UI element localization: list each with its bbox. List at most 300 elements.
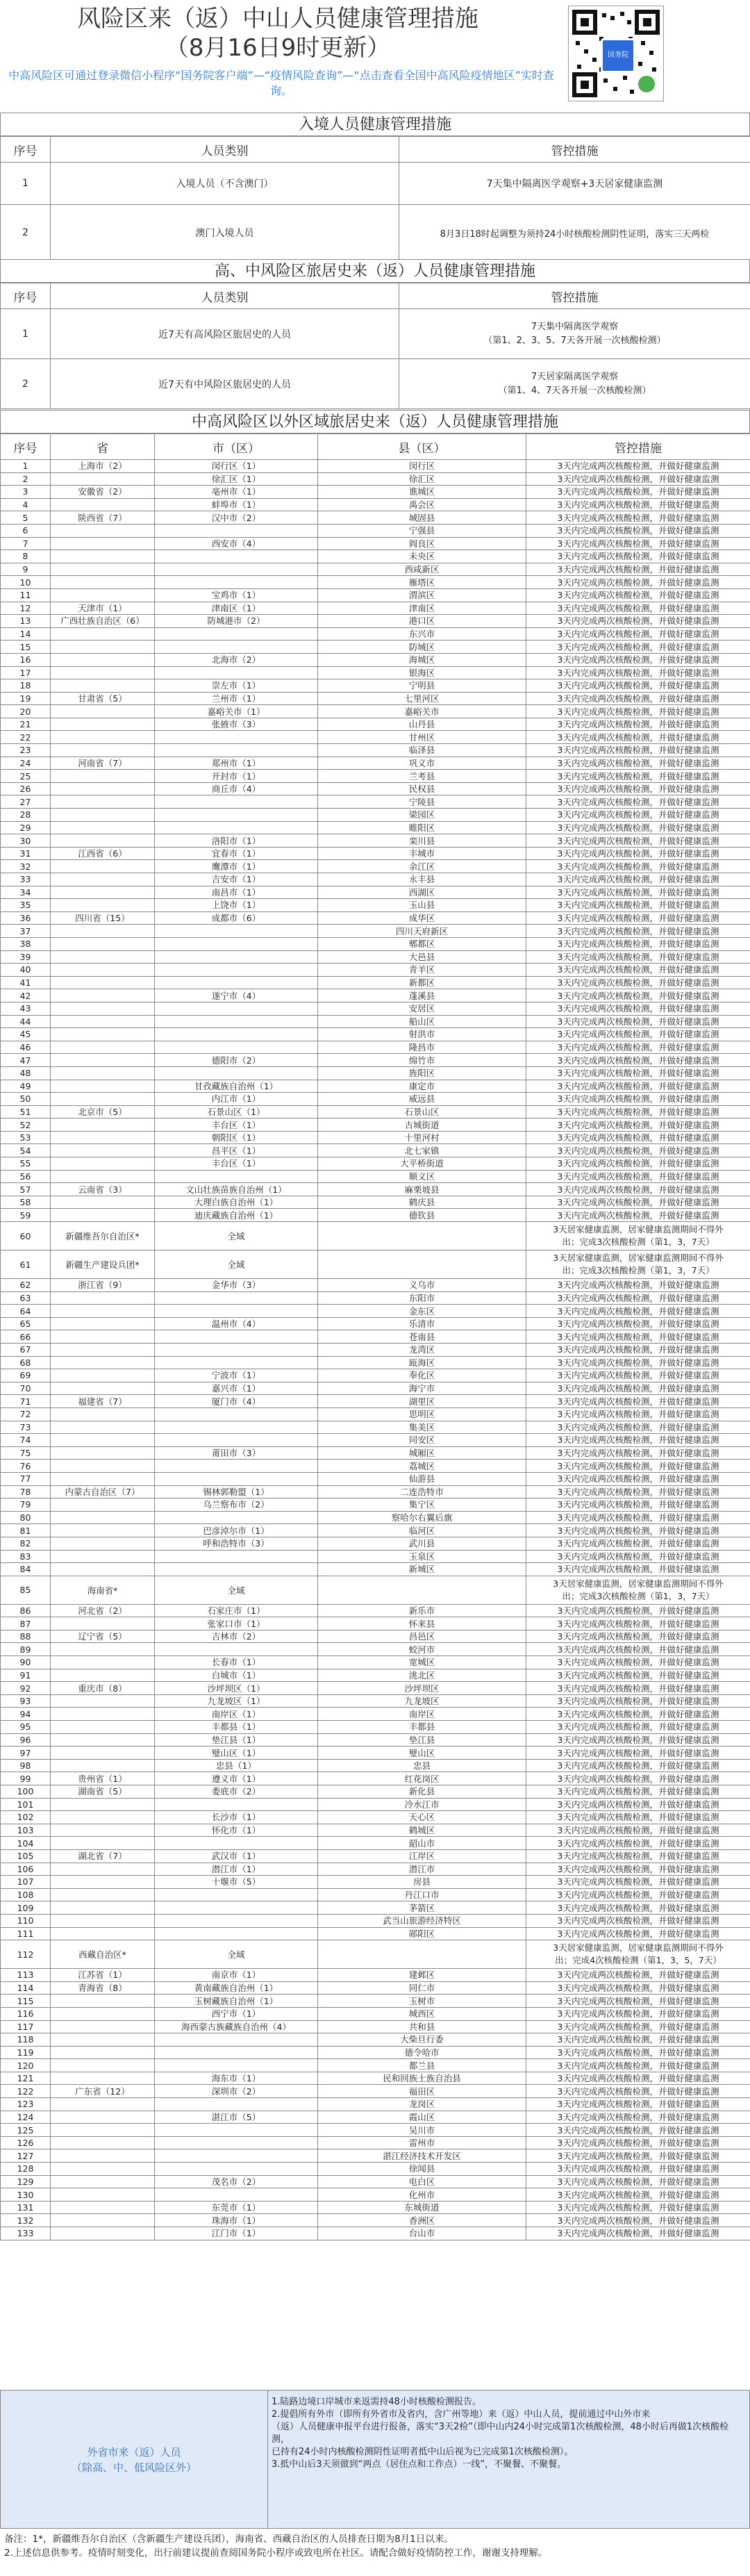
cell-city bbox=[155, 2059, 318, 2072]
table-row bbox=[1, 809, 750, 822]
cell-measure: 3天内完成两次核酸检测，并做好健康监测 bbox=[526, 537, 750, 550]
cell-prov bbox=[51, 1747, 155, 1760]
cell-measure: 3天内完成两次核酸检测，并做好健康监测 bbox=[526, 1981, 750, 1995]
cell-city bbox=[155, 1407, 318, 1421]
cell-measure: 3天内完成两次核酸检测，并做好健康监测 bbox=[526, 1901, 750, 1915]
cell-measure: 3天内完成两次核酸检测，并做好健康监测 bbox=[526, 1785, 750, 1799]
s2-measure-line2: （第1、4、7天各开展一次核酸检测） bbox=[498, 385, 651, 396]
cell-no: 109 bbox=[1, 1901, 51, 1915]
cell-prov: 青海省（8） bbox=[51, 1981, 155, 1995]
table-row bbox=[1, 2163, 750, 2176]
cell-county: 城厢区 bbox=[318, 1446, 526, 1460]
section1-title: 入境人员健康管理措施 bbox=[0, 113, 750, 136]
cell-city: 亳州市（1） bbox=[155, 486, 318, 499]
table-row bbox=[1, 1421, 750, 1434]
s2-row-measure bbox=[399, 309, 750, 359]
cell-prov bbox=[51, 1131, 155, 1144]
cell-no: 27 bbox=[1, 795, 51, 809]
qr-code[interactable] bbox=[568, 6, 664, 101]
cell-no: 88 bbox=[1, 1630, 51, 1643]
cell-city bbox=[155, 976, 318, 989]
measure-line2: 出；完成3次核酸检测（第1，3，7天） bbox=[562, 1265, 715, 1276]
cell-no: 52 bbox=[1, 1118, 51, 1132]
cell-city: 全域 bbox=[155, 1250, 318, 1279]
cell-prov bbox=[51, 2020, 155, 2033]
cell-no: 30 bbox=[1, 834, 51, 848]
cell-measure: 3天内完成两次核酸检测，并做好健康监测 bbox=[526, 1144, 750, 1157]
cell-city bbox=[155, 950, 318, 964]
cell-no: 98 bbox=[1, 1759, 51, 1772]
cell-county: 二连浩特市 bbox=[318, 1485, 526, 1498]
cell-prov: 海南省* bbox=[51, 1576, 155, 1604]
table-row bbox=[1, 860, 750, 873]
cell-no: 104 bbox=[1, 1837, 51, 1850]
table-row bbox=[1, 950, 750, 964]
cell-city bbox=[155, 1066, 318, 1080]
cell-measure: 3天内完成两次核酸检测，并做好健康监测 bbox=[526, 1656, 750, 1669]
cell-prov bbox=[51, 1291, 155, 1305]
cell-measure: 3天内完成两次核酸检测，并做好健康监测 bbox=[526, 1279, 750, 1292]
cell-prov bbox=[51, 1066, 155, 1080]
s1-header-category: 人员类别 bbox=[51, 137, 399, 163]
cell-county: 化州市 bbox=[318, 2188, 526, 2202]
cell-city: 垫江县（1） bbox=[155, 1733, 318, 1747]
cell-prov bbox=[51, 1093, 155, 1106]
cell-measure: 3天内完成两次核酸检测，并做好健康监测 bbox=[526, 782, 750, 795]
cell-no: 13 bbox=[1, 615, 51, 628]
cell-no: 100 bbox=[1, 1785, 51, 1799]
table-row bbox=[1, 472, 750, 486]
cell-measure: 3天内完成两次核酸检测，并做好健康监测 bbox=[526, 1066, 750, 1080]
cell-measure: 3天内完成两次核酸检测，并做好健康监测 bbox=[526, 2033, 750, 2047]
cell-prov bbox=[51, 1656, 155, 1669]
cell-city bbox=[155, 576, 318, 589]
table-row bbox=[1, 666, 750, 679]
cell-prov bbox=[51, 795, 155, 809]
cell-no: 48 bbox=[1, 1066, 51, 1080]
cell-city: 南昌市（1） bbox=[155, 886, 318, 899]
cell-measure: 3天内完成两次核酸检测，并做好健康监测 bbox=[526, 1305, 750, 1318]
table-row bbox=[1, 550, 750, 563]
cell-prov bbox=[51, 925, 155, 938]
cell-city: 全域 bbox=[155, 1222, 318, 1250]
cell-county: 徐闻县 bbox=[318, 2163, 526, 2176]
table-row bbox=[1, 1656, 750, 1669]
cell-measure: 3天内完成两次核酸检测，并做好健康监测 bbox=[526, 511, 750, 525]
cell-county: 德钦县 bbox=[318, 1209, 526, 1222]
cell-county bbox=[318, 1222, 526, 1250]
table-row bbox=[1, 1604, 750, 1617]
cell-no: 129 bbox=[1, 2175, 51, 2188]
cell-city: 东莞市（1） bbox=[155, 2201, 318, 2214]
cell-county: 民和回族土族自治县 bbox=[318, 2072, 526, 2085]
s3-header-row bbox=[1, 434, 750, 460]
cell-measure: 3天内完成两次核酸检测，并做好健康监测 bbox=[526, 1485, 750, 1498]
table-row bbox=[1, 1015, 750, 1028]
table-row bbox=[1, 2072, 750, 2085]
cell-city: 丰都县（1） bbox=[155, 1721, 318, 1734]
cell-city bbox=[155, 2124, 318, 2137]
cell-measure: 3天内完成两次核酸检测，并做好健康监测 bbox=[526, 1472, 750, 1485]
cell-prov: 河南省（7） bbox=[51, 757, 155, 770]
cell-prov bbox=[51, 1434, 155, 1447]
cell-measure: 3天内完成两次核酸检测，并做好健康监测 bbox=[526, 2072, 750, 2085]
cell-county: 西湖区 bbox=[318, 886, 526, 899]
cell-county: 禹会区 bbox=[318, 498, 526, 511]
cell-city: 海西蒙古族藏族自治州（4） bbox=[155, 2020, 318, 2033]
cell-city bbox=[155, 925, 318, 938]
cell-county: 冷水江市 bbox=[318, 1798, 526, 1811]
cell-no: 72 bbox=[1, 1407, 51, 1421]
cell-county: 嘉峪关市 bbox=[318, 705, 526, 718]
cell-county: 玉山县 bbox=[318, 899, 526, 912]
table-row bbox=[1, 1157, 750, 1171]
table-row bbox=[1, 1093, 750, 1106]
s1-row-no: 2 bbox=[1, 205, 51, 261]
cell-prov bbox=[51, 1305, 155, 1318]
table-row bbox=[1, 782, 750, 795]
cell-city: 商丘市（4） bbox=[155, 782, 318, 795]
cell-county: 未央区 bbox=[318, 550, 526, 563]
table-row bbox=[1, 2201, 750, 2214]
cell-prov bbox=[51, 899, 155, 912]
cell-no: 73 bbox=[1, 1421, 51, 1434]
cell-prov bbox=[51, 1798, 155, 1811]
cell-county: 共和县 bbox=[318, 2020, 526, 2033]
cell-county: 新化县 bbox=[318, 1785, 526, 1799]
s2-row-no: 2 bbox=[1, 359, 51, 409]
cell-no: 37 bbox=[1, 925, 51, 938]
cell-measure: 3天内完成两次核酸检测，并做好健康监测 bbox=[526, 718, 750, 731]
cell-prov: 安徽省（2） bbox=[51, 486, 155, 499]
cell-city bbox=[155, 2149, 318, 2163]
cell-measure: 3天内完成两次核酸检测，并做好健康监测 bbox=[526, 1759, 750, 1772]
cell-county: 银海区 bbox=[318, 666, 526, 679]
cell-measure: 3天内完成两次核酸检测，并做好健康监测 bbox=[526, 1643, 750, 1656]
cell-county: 丰城市 bbox=[318, 847, 526, 860]
cell-prov bbox=[51, 1995, 155, 2008]
cell-city: 忠县（1） bbox=[155, 1759, 318, 1772]
cell-measure: 3天内完成两次核酸检测，并做好健康监测 bbox=[526, 1015, 750, 1028]
cell-prov bbox=[51, 731, 155, 744]
cell-measure: 3天内完成两次核酸检测，并做好健康监测 bbox=[526, 809, 750, 822]
cell-no: 132 bbox=[1, 2214, 51, 2227]
cell-prov bbox=[51, 2227, 155, 2240]
cell-no: 78 bbox=[1, 1485, 51, 1498]
table-row bbox=[1, 1041, 750, 1054]
cell-county: 绵竹市 bbox=[318, 1054, 526, 1067]
cell-measure: 3天内完成两次核酸检测，并做好健康监测 bbox=[526, 1876, 750, 1889]
cell-city: 璧山区（1） bbox=[155, 1747, 318, 1760]
cell-prov: 江西省（6） bbox=[51, 847, 155, 860]
cell-no: 31 bbox=[1, 847, 51, 860]
cell-prov bbox=[51, 679, 155, 693]
cell-city bbox=[155, 641, 318, 654]
cell-no: 99 bbox=[1, 1772, 51, 1785]
cell-measure: 3天内完成两次核酸检测，并做好健康监测 bbox=[526, 1563, 750, 1576]
cell-measure: 3天内完成两次核酸检测，并做好健康监测 bbox=[526, 1550, 750, 1563]
cell-measure: 3天内完成两次核酸检测，并做好健康监测 bbox=[526, 1291, 750, 1305]
table-row bbox=[1, 2046, 750, 2059]
cell-prov bbox=[51, 2007, 155, 2020]
cell-measure: 3天内完成两次核酸检测，并做好健康监测 bbox=[526, 627, 750, 641]
cell-no: 105 bbox=[1, 1849, 51, 1863]
cell-prov bbox=[51, 2163, 155, 2176]
cell-prov bbox=[51, 2046, 155, 2059]
cell-prov bbox=[51, 1170, 155, 1183]
cell-county: 福田区 bbox=[318, 2085, 526, 2098]
cell-measure: 3天内完成两次核酸检测，并做好健康监测 bbox=[526, 1317, 750, 1330]
cell-measure: 3天内完成两次核酸检测，并做好健康监测 bbox=[526, 834, 750, 848]
cell-prov bbox=[51, 2072, 155, 2085]
table-row bbox=[1, 1369, 750, 1382]
cell-measure: 3天内完成两次核酸检测，并做好健康监测 bbox=[526, 1028, 750, 1041]
cell-prov bbox=[51, 860, 155, 873]
cell-measure: 3天内完成两次核酸检测，并做好健康监测 bbox=[526, 1369, 750, 1382]
cell-county: 港口区 bbox=[318, 615, 526, 628]
cell-prov bbox=[51, 1472, 155, 1485]
cell-no: 89 bbox=[1, 1643, 51, 1656]
cell-measure: 3天内完成两次核酸检测，并做好健康监测 bbox=[526, 2020, 750, 2033]
table-row bbox=[1, 2111, 750, 2124]
cell-measure: 3天内完成两次核酸检测，并做好健康监测 bbox=[526, 1524, 750, 1537]
cell-prov bbox=[51, 1015, 155, 1028]
cell-prov bbox=[51, 1759, 155, 1772]
cell-city bbox=[155, 1563, 318, 1576]
cell-city: 遵义市（1） bbox=[155, 1772, 318, 1785]
cell-prov bbox=[51, 576, 155, 589]
cell-no: 45 bbox=[1, 1028, 51, 1041]
cell-county: 四川天府新区 bbox=[318, 925, 526, 938]
cell-county: 临泽县 bbox=[318, 744, 526, 757]
s2-measure-line1: 7天集中隔离医学观察 bbox=[531, 321, 619, 332]
cell-city: 甘孜藏族自治州（1） bbox=[155, 1080, 318, 1093]
table-row bbox=[1, 679, 750, 693]
cell-prov bbox=[51, 1643, 155, 1656]
cell-no: 43 bbox=[1, 1002, 51, 1015]
cell-prov bbox=[51, 1901, 155, 1915]
cell-measure: 3天内完成两次核酸检测，并做好健康监测 bbox=[526, 937, 750, 950]
table-row bbox=[1, 1317, 750, 1330]
table-row bbox=[1, 1485, 750, 1498]
table-row bbox=[1, 873, 750, 886]
cell-county: 湛江经济技术开发区 bbox=[318, 2149, 526, 2163]
cell-measure: 3天内完成两次核酸检测，并做好健康监测 bbox=[526, 1798, 750, 1811]
cell-no: 77 bbox=[1, 1472, 51, 1485]
cell-county: 古城街道 bbox=[318, 1118, 526, 1132]
cell-measure: 3天内完成两次核酸检测，并做好健康监测 bbox=[526, 1002, 750, 1015]
table-row bbox=[1, 563, 750, 576]
cell-no: 76 bbox=[1, 1460, 51, 1473]
cell-measure: 3天内完成两次核酸检测，并做好健康监测 bbox=[526, 757, 750, 770]
cell-county: 忠县 bbox=[318, 1759, 526, 1772]
cell-measure: 3天内完成两次核酸检测，并做好健康监测 bbox=[526, 666, 750, 679]
cell-county: 玉泉区 bbox=[318, 1550, 526, 1563]
cell-prov bbox=[51, 1209, 155, 1222]
table-row bbox=[1, 641, 750, 654]
cell-city bbox=[155, 1914, 318, 1927]
cell-prov bbox=[51, 1708, 155, 1721]
cell-city bbox=[155, 1798, 318, 1811]
cell-county: 都兰县 bbox=[318, 2059, 526, 2072]
cell-city: 黄南藏族自治州（1） bbox=[155, 1981, 318, 1995]
cell-prov: 福建省（7） bbox=[51, 1395, 155, 1408]
cell-prov bbox=[51, 1421, 155, 1434]
cell-county: 七里河区 bbox=[318, 692, 526, 705]
cell-no: 123 bbox=[1, 2098, 51, 2111]
cell-county: 徐汇区 bbox=[318, 472, 526, 486]
cell-city: 宝鸡市（1） bbox=[155, 588, 318, 602]
cell-prov: 江苏省（1） bbox=[51, 1969, 155, 1982]
cell-county: 顺义区 bbox=[318, 1170, 526, 1183]
cell-county: 闵行区 bbox=[318, 460, 526, 473]
section2-title: 高、中风险区旅居史来（返）人员健康管理措施 bbox=[0, 259, 750, 283]
cell-county: 睢阳区 bbox=[318, 821, 526, 834]
cell-prov: 广西壮族自治区（6） bbox=[51, 615, 155, 628]
footer-left-line1: 外省市来（返）人员 bbox=[87, 2446, 181, 2459]
cell-measure: 3天内完成两次核酸检测，并做好健康监测 bbox=[526, 1721, 750, 1734]
table-row bbox=[1, 1617, 750, 1630]
table-row bbox=[1, 718, 750, 731]
table-row bbox=[1, 1291, 750, 1305]
cell-no: 118 bbox=[1, 2033, 51, 2047]
cell-no: 22 bbox=[1, 731, 51, 744]
cell-county: 康定市 bbox=[318, 1080, 526, 1093]
cell-prov bbox=[51, 950, 155, 964]
cell-prov bbox=[51, 1537, 155, 1550]
footer-measure-line: （返）人员健康申报平台进行报备，落实“3天2检”（即中山内24小时完成第1次核酸检测，48小时后再做1次核酸检测， bbox=[272, 2422, 729, 2445]
cell-prov bbox=[51, 641, 155, 654]
cell-no: 85 bbox=[1, 1576, 51, 1604]
cell-prov: 新疆生产建设兵团* bbox=[51, 1250, 155, 1279]
cell-no: 122 bbox=[1, 2085, 51, 2098]
table-row bbox=[1, 821, 750, 834]
cell-city: 洛阳市（1） bbox=[155, 834, 318, 848]
cell-no: 29 bbox=[1, 821, 51, 834]
cell-measure: 3天内完成两次核酸检测，并做好健康监测 bbox=[526, 2149, 750, 2163]
cell-county: 璧山区 bbox=[318, 1747, 526, 1760]
cell-prov bbox=[51, 1863, 155, 1876]
cell-prov bbox=[51, 1317, 155, 1330]
cell-prov bbox=[51, 744, 155, 757]
table-row bbox=[1, 511, 750, 525]
cell-prov bbox=[51, 964, 155, 977]
table-row bbox=[1, 1772, 750, 1785]
cell-measure: 3天内完成两次核酸检测，并做好健康监测 bbox=[526, 1434, 750, 1447]
cell-county: 十里河村 bbox=[318, 1131, 526, 1144]
section2-table bbox=[0, 283, 750, 409]
cell-county: 丰都县 bbox=[318, 1721, 526, 1734]
cell-measure: 3天内完成两次核酸检测，并做好健康监测 bbox=[526, 886, 750, 899]
cell-no: 63 bbox=[1, 1291, 51, 1305]
cell-measure: 3天内完成两次核酸检测，并做好健康监测 bbox=[526, 2201, 750, 2214]
cell-no: 34 bbox=[1, 886, 51, 899]
cell-prov bbox=[51, 976, 155, 989]
cell-county: 丹江口市 bbox=[318, 1888, 526, 1901]
cell-no: 62 bbox=[1, 1279, 51, 1292]
cell-measure: 3天内完成两次核酸检测，并做好健康监测 bbox=[526, 2046, 750, 2059]
table-row bbox=[1, 1434, 750, 1447]
s1-row-category: 入境人员（不含澳门） bbox=[51, 163, 399, 205]
table-row-special bbox=[1, 1940, 750, 1969]
cell-prov: 重庆市（8） bbox=[51, 1682, 155, 1695]
cell-prov bbox=[51, 1382, 155, 1395]
table-row bbox=[1, 2007, 750, 2020]
table-row bbox=[1, 486, 750, 499]
cell-prov bbox=[51, 1407, 155, 1421]
section1-table bbox=[0, 136, 750, 261]
cell-no: 36 bbox=[1, 911, 51, 925]
cell-city bbox=[155, 731, 318, 744]
cell-city bbox=[155, 1643, 318, 1656]
cell-no: 65 bbox=[1, 1317, 51, 1330]
cell-measure: 3天内完成两次核酸检测，并做好健康监测 bbox=[526, 1118, 750, 1132]
cell-county: 电白区 bbox=[318, 2175, 526, 2188]
table-row bbox=[1, 1785, 750, 1799]
cell-prov bbox=[51, 1118, 155, 1132]
cell-prov bbox=[51, 627, 155, 641]
table-row bbox=[1, 460, 750, 473]
cell-city: 江门市（1） bbox=[155, 2227, 318, 2240]
cell-city bbox=[155, 2098, 318, 2111]
cell-city: 沙坪坝区（1） bbox=[155, 1682, 318, 1695]
cell-prov bbox=[51, 2149, 155, 2163]
cell-no: 2 bbox=[1, 472, 51, 486]
cell-city: 珠海市（1） bbox=[155, 2214, 318, 2227]
cell-county: 临河区 bbox=[318, 1524, 526, 1537]
cell-prov bbox=[51, 1550, 155, 1563]
cell-measure: 3天内完成两次核酸检测，并做好健康监测 bbox=[526, 899, 750, 912]
cell-prov bbox=[51, 1837, 155, 1850]
cell-no: 82 bbox=[1, 1537, 51, 1550]
cell-measure: 3天内完成两次核酸检测，并做好健康监测 bbox=[526, 1824, 750, 1837]
cell-no: 10 bbox=[1, 576, 51, 589]
cell-prov bbox=[51, 2111, 155, 2124]
footer-measure-line: 2.提倡所有外市（即所有外省市及省内，含广州等地）来（返）中山人员，提前通过中山外市来 bbox=[272, 2409, 651, 2420]
cell-no: 83 bbox=[1, 1550, 51, 1563]
cell-city: 大理白族自治州（1） bbox=[155, 1196, 318, 1209]
cell-county: 海城区 bbox=[318, 653, 526, 666]
cell-city: 全域 bbox=[155, 1940, 318, 1969]
cell-measure: 3天内完成两次核酸检测，并做好健康监测 bbox=[526, 1330, 750, 1344]
cell-county: 霞山区 bbox=[318, 2111, 526, 2124]
cell-city: 西宁市（1） bbox=[155, 2007, 318, 2020]
cell-measure: 3天内完成两次核酸检测，并做好健康监测 bbox=[526, 2124, 750, 2137]
cell-no: 23 bbox=[1, 744, 51, 757]
table-row bbox=[1, 1927, 750, 1940]
cell-city bbox=[155, 2188, 318, 2202]
cell-prov bbox=[51, 809, 155, 822]
cell-county: 东城街道 bbox=[318, 2201, 526, 2214]
cell-city bbox=[155, 795, 318, 809]
cell-no: 112 bbox=[1, 1940, 51, 1969]
cell-prov bbox=[51, 472, 155, 486]
section3-title: 中高风险区以外区域旅居史来（返）人员健康管理措施 bbox=[0, 410, 750, 434]
cell-measure: 3天内完成两次核酸检测，并做好健康监测 bbox=[526, 1772, 750, 1785]
cell-measure: 3天内完成两次核酸检测，并做好健康监测 bbox=[526, 602, 750, 615]
remarks bbox=[4, 2532, 746, 2560]
cell-measure: 3天内完成两次核酸检测，并做好健康监测 bbox=[526, 1747, 750, 1760]
cell-city: 巴彦淖尔市（1） bbox=[155, 1524, 318, 1537]
cell-county: 大柴旦行委 bbox=[318, 2033, 526, 2047]
cell-city: 南岸区（1） bbox=[155, 1708, 318, 1721]
cell-no: 50 bbox=[1, 1093, 51, 1106]
cell-no: 53 bbox=[1, 1131, 51, 1144]
table-row bbox=[1, 964, 750, 977]
cell-no: 54 bbox=[1, 1144, 51, 1157]
cell-city bbox=[155, 1550, 318, 1563]
table-row bbox=[1, 1708, 750, 1721]
